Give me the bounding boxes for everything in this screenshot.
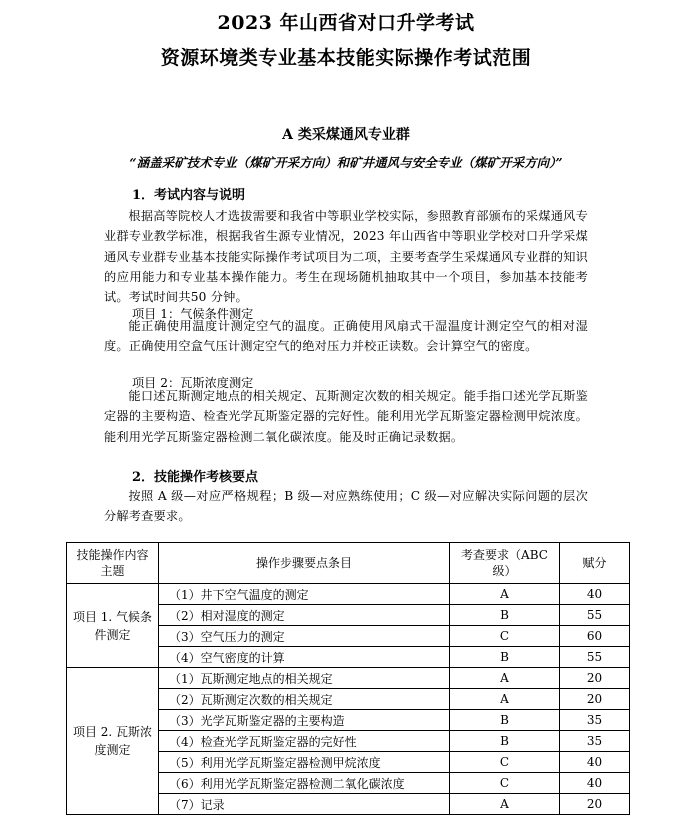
levels-paragraph: 按照 A 级—对应严格规程；B 级—对应熟练使用；C 级—对应解决实际问题的层次分解考查要求。 bbox=[104, 489, 588, 524]
intro-paragraph: 根据高等院校人才选拔需要和我省中等职业学校实际，参照教育部颁布的采煤通风专业群专业教学标准，根据我省生源专业情况，2023 年山西省中等职业学校对口升学采煤通风专业群专业基本技能实际操作考试项目为二项，主要考查学生采煤通风专业群的知识的应用能力和专业基本操作能力。考生在现场随机抽取其中一个项目，参加基本技能考试。考试时间共50 分钟。 bbox=[104, 209, 588, 305]
step-cell: （1）瓦斯测定地点的相关规定 bbox=[159, 668, 450, 689]
step-cell: （1）井下空气温度的测定 bbox=[159, 584, 450, 605]
topic-cell: 项目 1. 气候条件测定 bbox=[67, 584, 159, 668]
level-cell: C bbox=[450, 626, 560, 647]
score-cell: 55 bbox=[560, 605, 630, 626]
header-steps: 操作步骤要点条目 bbox=[159, 543, 450, 584]
section-title: A 类采煤通风专业群 bbox=[282, 127, 410, 143]
level-cell: C bbox=[450, 773, 560, 794]
level-cell: A bbox=[450, 668, 560, 689]
step-cell: （4）空气密度的计算 bbox=[159, 647, 450, 668]
heading-key-points: 2．技能操作考核要点 bbox=[132, 470, 259, 485]
step-cell: （7）记录 bbox=[159, 794, 450, 815]
document-title-line2: 资源环境类专业基本技能实际操作考试范围 bbox=[160, 47, 532, 69]
table-row bbox=[67, 668, 630, 689]
step-cell: （3）空气压力的测定 bbox=[159, 626, 450, 647]
header-score: 赋分 bbox=[560, 543, 630, 584]
score-cell: 20 bbox=[560, 689, 630, 710]
score-cell: 40 bbox=[560, 584, 630, 605]
header-topic: 技能操作内容主题 bbox=[67, 543, 159, 584]
level-cell: B bbox=[450, 647, 560, 668]
header-level: 考查要求（ABC 级） bbox=[450, 543, 560, 584]
step-cell: （2）瓦斯测定次数的相关规定 bbox=[159, 689, 450, 710]
step-cell: （5）利用光学瓦斯鉴定器检测甲烷浓度 bbox=[159, 752, 450, 773]
score-cell: 35 bbox=[560, 710, 630, 731]
level-cell: B bbox=[450, 605, 560, 626]
table-header-row bbox=[67, 543, 630, 584]
item2-title: 项目 2：瓦斯浓度测定 bbox=[132, 376, 254, 390]
score-cell: 40 bbox=[560, 773, 630, 794]
level-cell: B bbox=[450, 710, 560, 731]
level-cell: A bbox=[450, 584, 560, 605]
assessment-table bbox=[66, 542, 630, 815]
step-cell: （4）检查光学瓦斯鉴定器的完好性 bbox=[159, 731, 450, 752]
step-cell: （2）相对湿度的测定 bbox=[159, 605, 450, 626]
level-cell: C bbox=[450, 752, 560, 773]
score-cell: 35 bbox=[560, 731, 630, 752]
score-cell: 20 bbox=[560, 794, 630, 815]
level-cell: A bbox=[450, 689, 560, 710]
level-cell: B bbox=[450, 731, 560, 752]
topic-cell: 项目 2. 瓦斯浓度测定 bbox=[67, 668, 159, 815]
score-cell: 40 bbox=[560, 752, 630, 773]
score-cell: 55 bbox=[560, 647, 630, 668]
document-title-line1: 2023 年山西省对口升学考试 bbox=[217, 12, 475, 34]
section-subtitle: “涵盖采矿技术专业（煤矿开采方向）和矿井通风与安全专业（煤矿开采方向）” bbox=[129, 155, 563, 170]
step-cell: （3）光学瓦斯鉴定器的主要构造 bbox=[159, 710, 450, 731]
item1-title: 项目 1：气候条件测定 bbox=[132, 307, 254, 321]
score-cell: 60 bbox=[560, 626, 630, 647]
level-cell: A bbox=[450, 794, 560, 815]
score-cell: 20 bbox=[560, 668, 630, 689]
item2-description: 能口述瓦斯测定地点的相关规定、瓦斯测定次数的相关规定。能手指口述光学瓦斯鉴定器的主要构造、检查光学瓦斯鉴定器的完好性。能利用光学瓦斯鉴定器检测甲烷浓度。能利用光学瓦斯鉴定器检测二氧化碳浓度。能及时正确记录数据。 bbox=[104, 389, 588, 444]
heading-exam-content: 1．考试内容与说明 bbox=[132, 188, 246, 203]
step-cell: （6）利用光学瓦斯鉴定器检测二氧化碳浓度 bbox=[159, 773, 450, 794]
item1-description: 能正确使用温度计测定空气的温度。正确使用风扇式干湿温度计测定空气的相对湿度。正确使用空盒气压计测定空气的绝对压力并校正读数。会计算空气的密度。 bbox=[104, 319, 588, 354]
table-row bbox=[67, 584, 630, 605]
